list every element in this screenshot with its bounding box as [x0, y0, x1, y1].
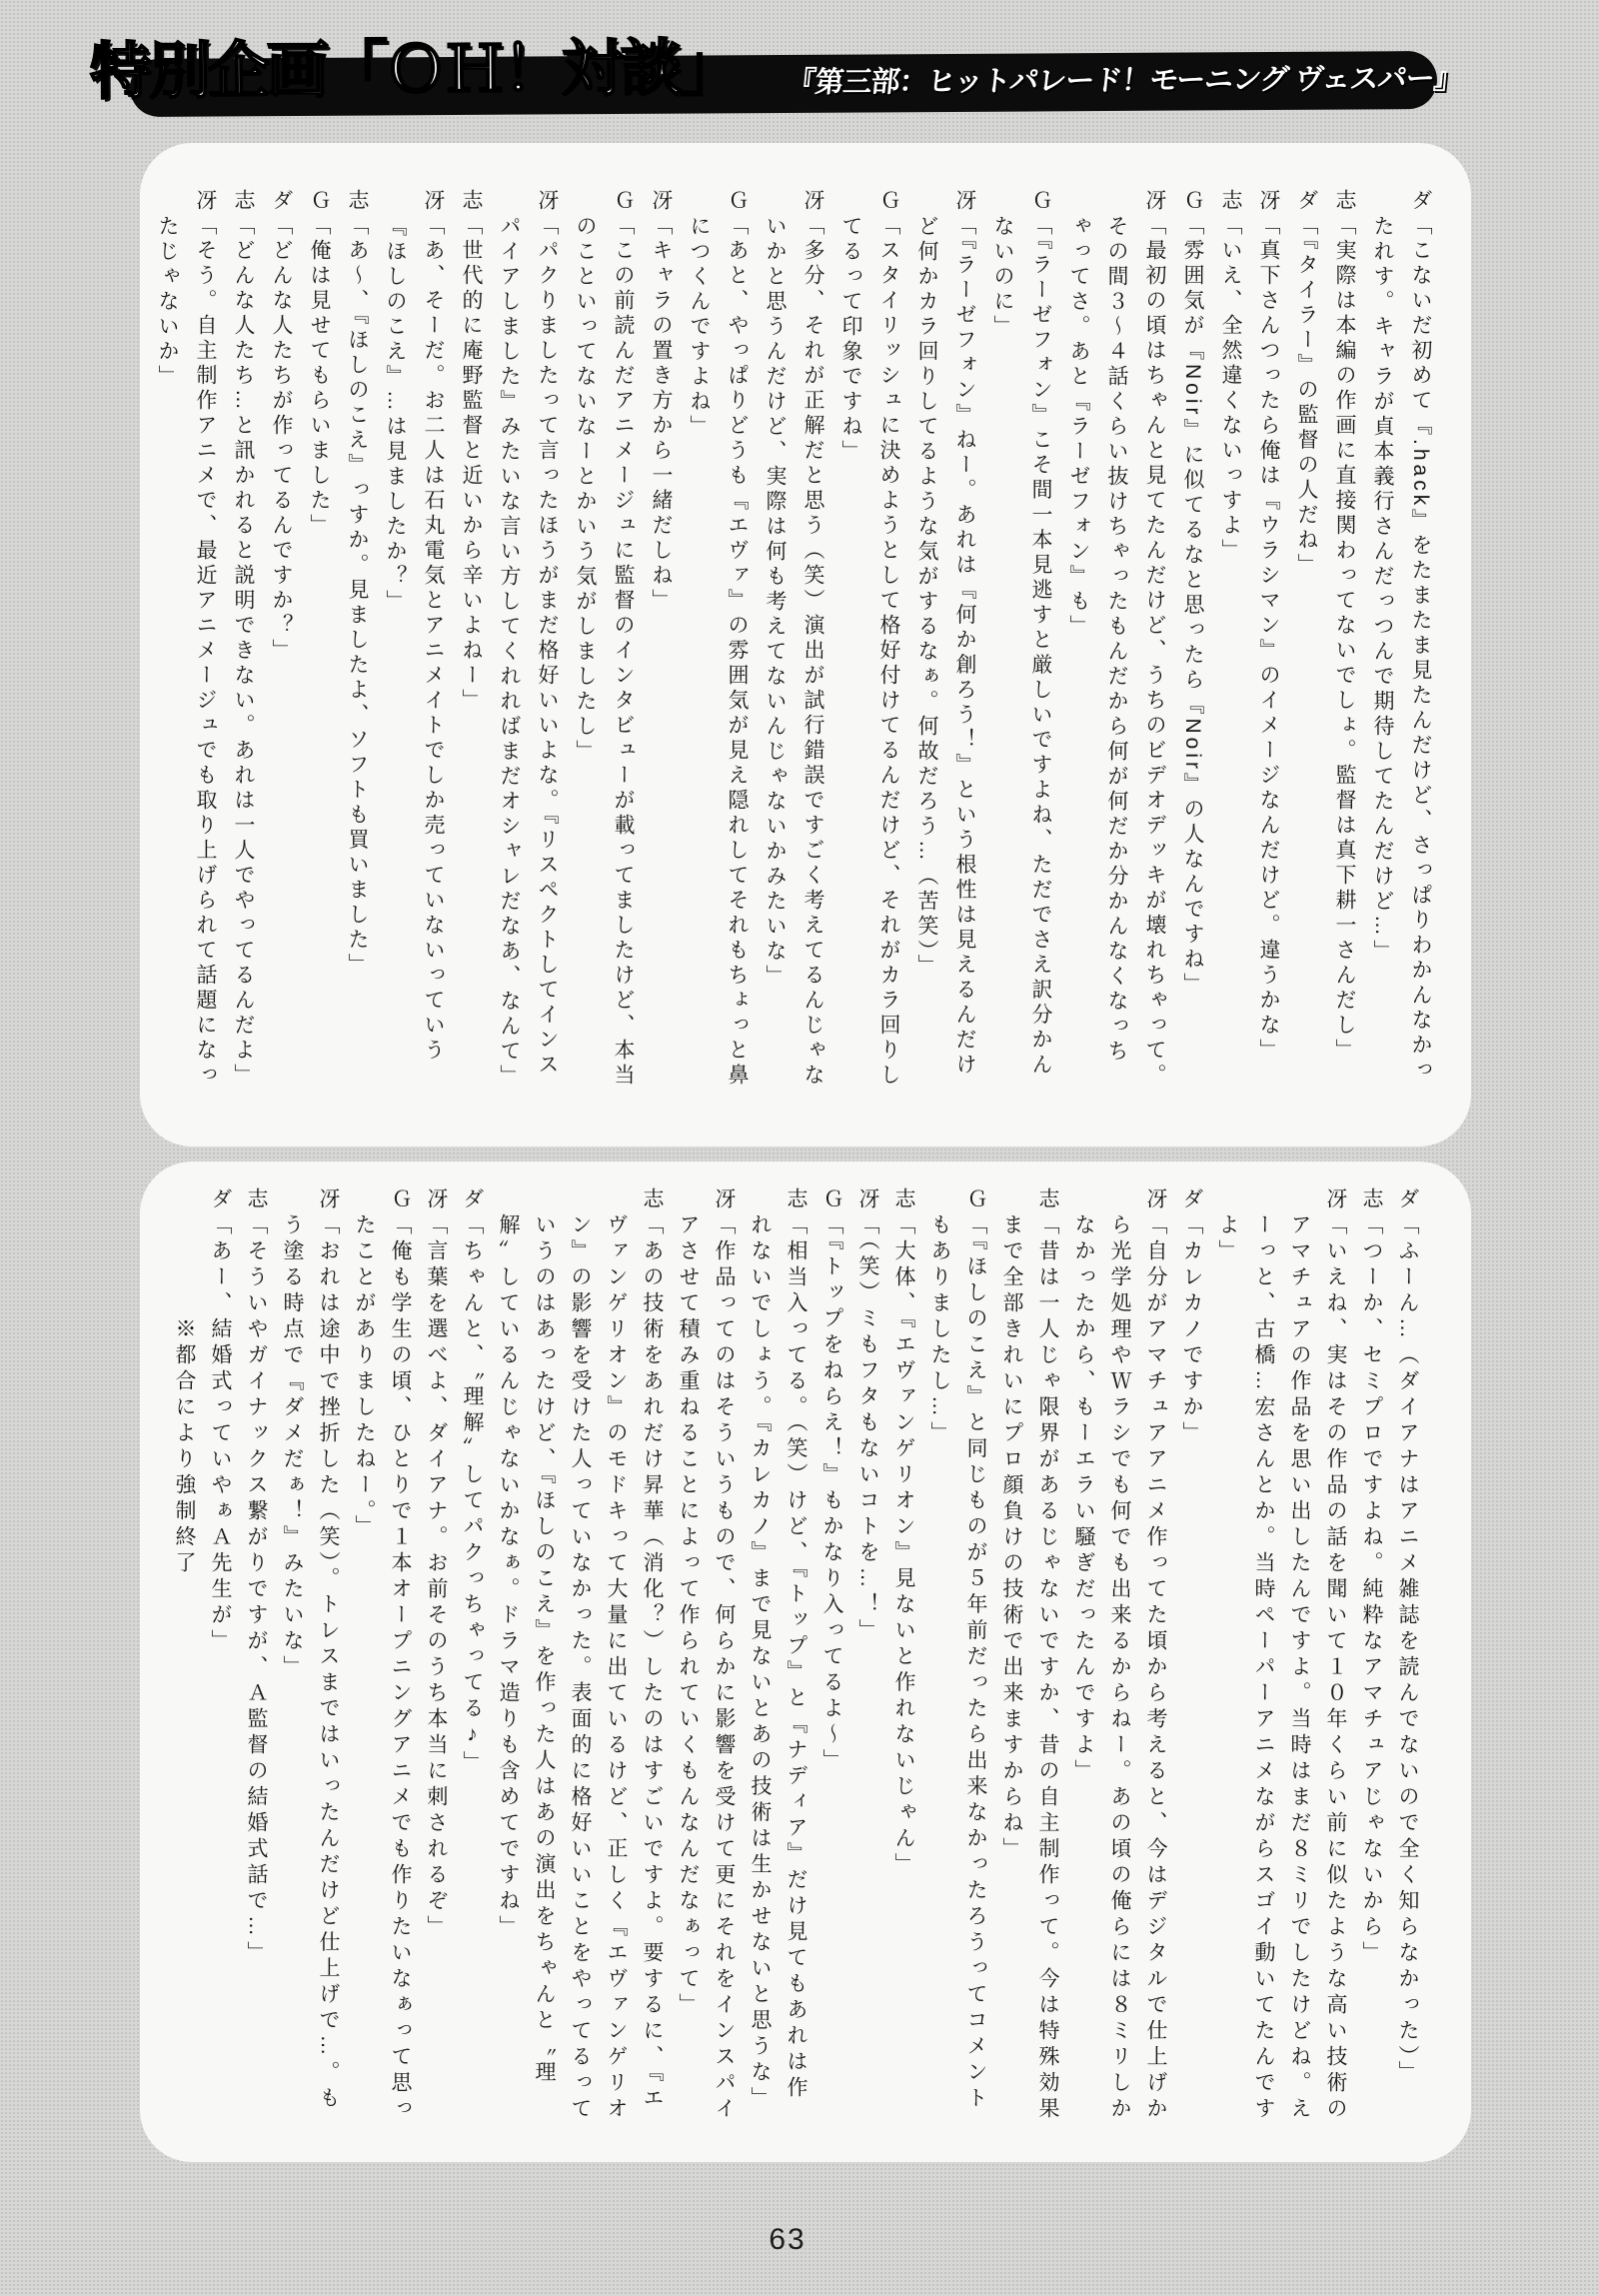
- speech-text: 「相当入ってる。（笑）けど、『トップ』と『ナディア』だけ見てもあれは作れないでしょう。『カレカノ』まで見ないとあの技術は生かせないと思うな」: [749, 1213, 807, 2113]
- speech: [885, 1187, 921, 2127]
- dialogue-columns-top: [148, 189, 1439, 1089]
- speech-text: 「あ、そーだ。お二人は石丸電気とアニメイトでしか売っていないっていう『ほしのこえ』…は見ましたか？」: [384, 214, 445, 1064]
- speech-text: 「（笑）ミもフタもないコトを…！」: [856, 1213, 879, 1645]
- speech: [907, 189, 983, 1089]
- speech: [148, 189, 224, 1089]
- speaker-initial: ダ: [209, 1187, 232, 1213]
- speaker-initial: 冴: [1143, 189, 1166, 214]
- speech: [1249, 189, 1287, 1089]
- speaker-initial: 冴: [801, 189, 824, 214]
- dialogue-columns-bottom: [166, 1187, 1425, 2127]
- speaker-initial: 冴: [1257, 189, 1280, 214]
- speech: [742, 1187, 813, 2127]
- speaker-initial: 志: [641, 1187, 664, 1213]
- speaker-initial: 志: [232, 189, 255, 214]
- speech: [831, 189, 907, 1089]
- speech-text: 「実際は本編の作画に直接関わってないでしょ。監督は真下耕一さんだし」: [1333, 214, 1356, 1064]
- speech: [300, 189, 338, 1089]
- speech: [376, 189, 452, 1089]
- speech-text: 「『タイラー』の監督の人だね」: [1295, 214, 1318, 579]
- speech: [452, 189, 490, 1089]
- speaker-initial: ダ: [1409, 189, 1432, 214]
- speech: [1389, 1187, 1425, 2127]
- speech-text: 「いえ、全然違くないっすよ」: [1219, 214, 1242, 564]
- speech: [202, 1187, 238, 2127]
- speech-text: 「スタイリッシュに決めようとして格好付けてるんだけど、それがカラ回りしてるって印象ですね」: [839, 214, 900, 1089]
- speaker-initial: 冴: [1144, 1187, 1167, 1213]
- speaker-initial: 冴: [1324, 1187, 1347, 1213]
- speech-text: 「雰囲気が『Noir』に似てるなと思ったら『Noir』の人なんですね」: [1181, 214, 1204, 999]
- speech-text: 「大体、『エヴァンゲリオン』見ないと作れないじゃん」: [892, 1213, 915, 1879]
- speech: [756, 189, 831, 1089]
- speech-text: 「ちゃんと、〝理解〟してパクっちゃってる♪」: [461, 1213, 484, 1777]
- speaker-initial: 冴: [536, 189, 559, 214]
- speech-text: 「言葉を選べよ、ダイアナ。お前そのうち本当に刺されるぞ」: [425, 1213, 448, 1941]
- speech: [274, 1187, 346, 2127]
- speech: [813, 1187, 849, 2127]
- speech-text: 「俺は見せてもらいました」: [308, 214, 331, 539]
- speaker-initial: 志: [892, 1187, 915, 1213]
- speech-text: 「こないだ初めて『.hack』をたまたま見たんだけど、さっぱりわかんなかったれす。キャラが貞本義行さんだっつんで期待してたんだけど…」: [1371, 214, 1432, 1085]
- speech-text: 「ふーん…（ダイアナはアニメ雑誌を読んでないので全く知らなかった）」: [1396, 1213, 1419, 2087]
- speech-text: 「作品ってのはそういうもので、何らかに影響を受けて更にそれをインスパイアさせて積み重ねることによって作られていくもんなんだなぁって」: [677, 1213, 736, 2123]
- speech-text: 「最初の頃はちゃんと見てたんだけど、うちのビデオデッキが壊れちゃって。その間３〜４話くらい抜けちゃったもんだから何が何だか分かんなくなっちゃってさ。あと『ラーゼフォン』も」: [1067, 214, 1166, 1089]
- speech: [338, 189, 376, 1089]
- speech-text: 「『トップをねらえ！』もかなり入ってるよ〜」: [820, 1213, 843, 1775]
- speech: [849, 1187, 885, 2127]
- speech: [670, 1187, 742, 2127]
- page-title: 特別企画「ＯＨ！対談」: [89, 34, 740, 107]
- speech: [224, 189, 262, 1089]
- speech: [1287, 189, 1325, 1089]
- speech-text: 「あー、結婚式っていやぁＡ先生が」: [209, 1213, 232, 1655]
- speech: [1209, 1187, 1353, 2127]
- speaker-initial: 冴: [425, 1187, 448, 1213]
- speech: [1353, 1187, 1389, 2127]
- speaker-initial: 冴: [856, 1187, 879, 1213]
- speech-text: 「キャラの置き方から一緒だしね」: [650, 214, 673, 614]
- speech: [1173, 1187, 1209, 2127]
- speech-text: 「『ほしのこえ』と同じものが５年前だったら出来なかったろうってコメントもありましたし…」: [928, 1213, 987, 2113]
- speech-text: 「世代的に庵野監督と近いから辛いよねー」: [460, 214, 483, 714]
- speech-text: 「あ〜、『ほしのこえ』っすか。見ましたよ、ソフトも買いました」: [346, 214, 369, 979]
- dialogue-panel-bottom: [140, 1161, 1471, 2162]
- speaker-initial: 志: [245, 1187, 268, 1213]
- speech: [993, 1187, 1065, 2127]
- speaker-initial: 志: [785, 1187, 807, 1213]
- speech-text: 「パクりましたって言ったほうがまだ格好いいよな。『リスペクトしてインスパイアしました』みたいな言い方してくれればまだオシャレだなあ、なんて」: [498, 214, 559, 1090]
- speech: [418, 1187, 454, 2127]
- speech-text: 「どんな人たち…と訊かれると説明できない。あれは一人でやってるんだよ」: [232, 214, 255, 1089]
- speaker-initial: Ｇ: [389, 1187, 412, 1213]
- speaker-initial: Ｇ: [612, 189, 635, 214]
- page-number: 63: [769, 2223, 806, 2256]
- speaker-initial: Ｇ: [726, 189, 749, 214]
- speech: [1059, 189, 1173, 1089]
- speech-text: 「そう。自主制作アニメで、最近アニメージュでも取り上げられて話題になったじゃないか」: [156, 214, 217, 1089]
- speaker-initial: ダ: [461, 1187, 484, 1213]
- speech-text: 「どんな人たちが作ってるんですか？」: [270, 214, 293, 664]
- speech: [346, 1187, 418, 2127]
- speech: [680, 189, 756, 1089]
- speech-text: 「昔は一人じゃ限界があるじゃないですか、昔の自主制作って。今は特殊効果まで全部きれいにプロ顔負けの技術で出来ますからね」: [1000, 1213, 1059, 2123]
- speech-text: 「おれは途中で挫折した（笑）。トレスまではいったんだけど仕上げで…。もう塗る時点で『ダメだぁ！』みたいな」: [281, 1213, 340, 2113]
- speaker-initial: 志: [1333, 189, 1356, 214]
- speaker-initial: ダ: [270, 189, 293, 214]
- speech-text: ※都合により強制終了: [173, 1317, 196, 1577]
- speaker-initial: Ｇ: [308, 189, 331, 214]
- editorial-note: [166, 1187, 202, 2127]
- speech: [238, 1187, 274, 2127]
- speaker-initial: 志: [1360, 1187, 1383, 1213]
- speech-text: 「つーか、セミプロですよね。純粋なアマチュアじゃないから」: [1360, 1213, 1383, 1967]
- speaker-initial: Ｇ: [1029, 189, 1052, 214]
- speaker-initial: 志: [346, 189, 369, 214]
- speech: [490, 189, 566, 1089]
- speaker-initial: Ｇ: [877, 189, 900, 214]
- speaker-initial: ダ: [1180, 1187, 1203, 1213]
- speech-text: 「あの技術をあれだけ昇華（消化？）したのはすごいですよ。要するに、『エヴァンゲリオン』のモドキって大量に出ているけど、正しく『エヴァンゲリオン』の影響を受けた人っていなかった。表面的に格好いいことをやってるっていうのはあったけど、『ほしのこえ』を作った人はあの演出をちゃんと〝理解〟しているんじゃないかなぁ。ドラマ造りも含めてですね」: [497, 1213, 664, 2123]
- dialogue-panel-top: [140, 143, 1471, 1147]
- speaker-initial: 冴: [650, 189, 673, 214]
- speech-text: 「俺も学生の頃、ひとりで１本オープニングアニメでも作りたいなぁって思ったことがありましたねー。」: [353, 1213, 412, 2123]
- speech: [921, 1187, 993, 2127]
- speech-text: 「そういやガイナックス繋がりですが、Ａ監督の結婚式話で…」: [245, 1213, 268, 1967]
- speech: [1325, 189, 1363, 1089]
- speech-text: 「『ラーゼフォン』ねー。あれは『何か創ろう！』という根性は見えるんだけど何かカラ回りしてるような気がするなぁ。何故だろう…（苦笑）」: [915, 214, 976, 1079]
- speech: [1173, 189, 1211, 1089]
- speaker-initial: 志: [460, 189, 483, 214]
- page-subtitle: 『第三部：ヒットパレード！モーニング ヴェスパー』: [785, 62, 1464, 100]
- speech: [566, 189, 642, 1089]
- speaker-initial: 冴: [194, 189, 217, 214]
- speaker-initial: 志: [1036, 1187, 1059, 1213]
- speaker-initial: 冴: [317, 1187, 340, 1213]
- speech-text: 「いえね、実はその作品の話を聞いて１０年くらい前に似たような高い技術のアマチュアの作品を思い出したんですよ。当時はまだ８ミリでしたけどね。えーっと、古橋…宏さんとか。当時ペーパーアニメながらスゴイ動いてたんですよ」: [1216, 1213, 1347, 2123]
- speaker-initial: 志: [1219, 189, 1242, 214]
- speech: [262, 189, 300, 1089]
- speaker-initial: ダ: [1396, 1187, 1419, 1213]
- speech: [454, 1187, 490, 2127]
- speech-text: 「真下さんつったら俺は『ウラシマン』のイメージなんだけど。違うかな」: [1257, 214, 1280, 1064]
- speech-text: 「カレカノですか」: [1180, 1213, 1203, 1447]
- speaker-initial: 冴: [953, 189, 976, 214]
- speech-text: 「自分がアマチュアアニメ作ってた頃から考えると、今はデジタルで仕上げから光学処理やＷラシでも何でも出来るからねー。あの頃の俺らには８ミリしかなかったから、もーエラい騒ぎだったんですよ」: [1072, 1213, 1167, 2123]
- speaker-initial: Ｇ: [1181, 189, 1204, 214]
- speech: [983, 189, 1059, 1089]
- speech-text: 「『ラーゼフォン』こそ間一本見逃すと厳しいですよね、ただでさえ訳分かんないのに」: [991, 214, 1052, 1079]
- speaker-initial: 冴: [713, 1187, 736, 1213]
- speech-text: 「あと、やっぱりどうも『エヴァ』の雰囲気が見え隠れしてそれもちょっと鼻につくんですよね」: [688, 214, 749, 1089]
- speech: [1363, 189, 1439, 1089]
- speaker-initial: 冴: [422, 189, 445, 214]
- speech: [1065, 1187, 1173, 2127]
- speech-text: 「この前読んだアニメージュに監督のインタビューが載ってましたけど、本当のこといってないなーとかいう気がしましたし」: [574, 214, 635, 1089]
- speech: [1211, 189, 1249, 1089]
- speaker-initial: Ｇ: [964, 1187, 987, 1213]
- speaker-initial: Ｇ: [820, 1187, 843, 1213]
- speech: [490, 1187, 670, 2127]
- speech-text: 「多分、それが正解だと思う（笑）演出が試行錯誤ですごく考えてるんじゃないかと思うんだけど、実際は何も考えてないんじゃないかみたいな」: [764, 214, 824, 1089]
- speaker-initial: ダ: [1295, 189, 1318, 214]
- speech: [642, 189, 680, 1089]
